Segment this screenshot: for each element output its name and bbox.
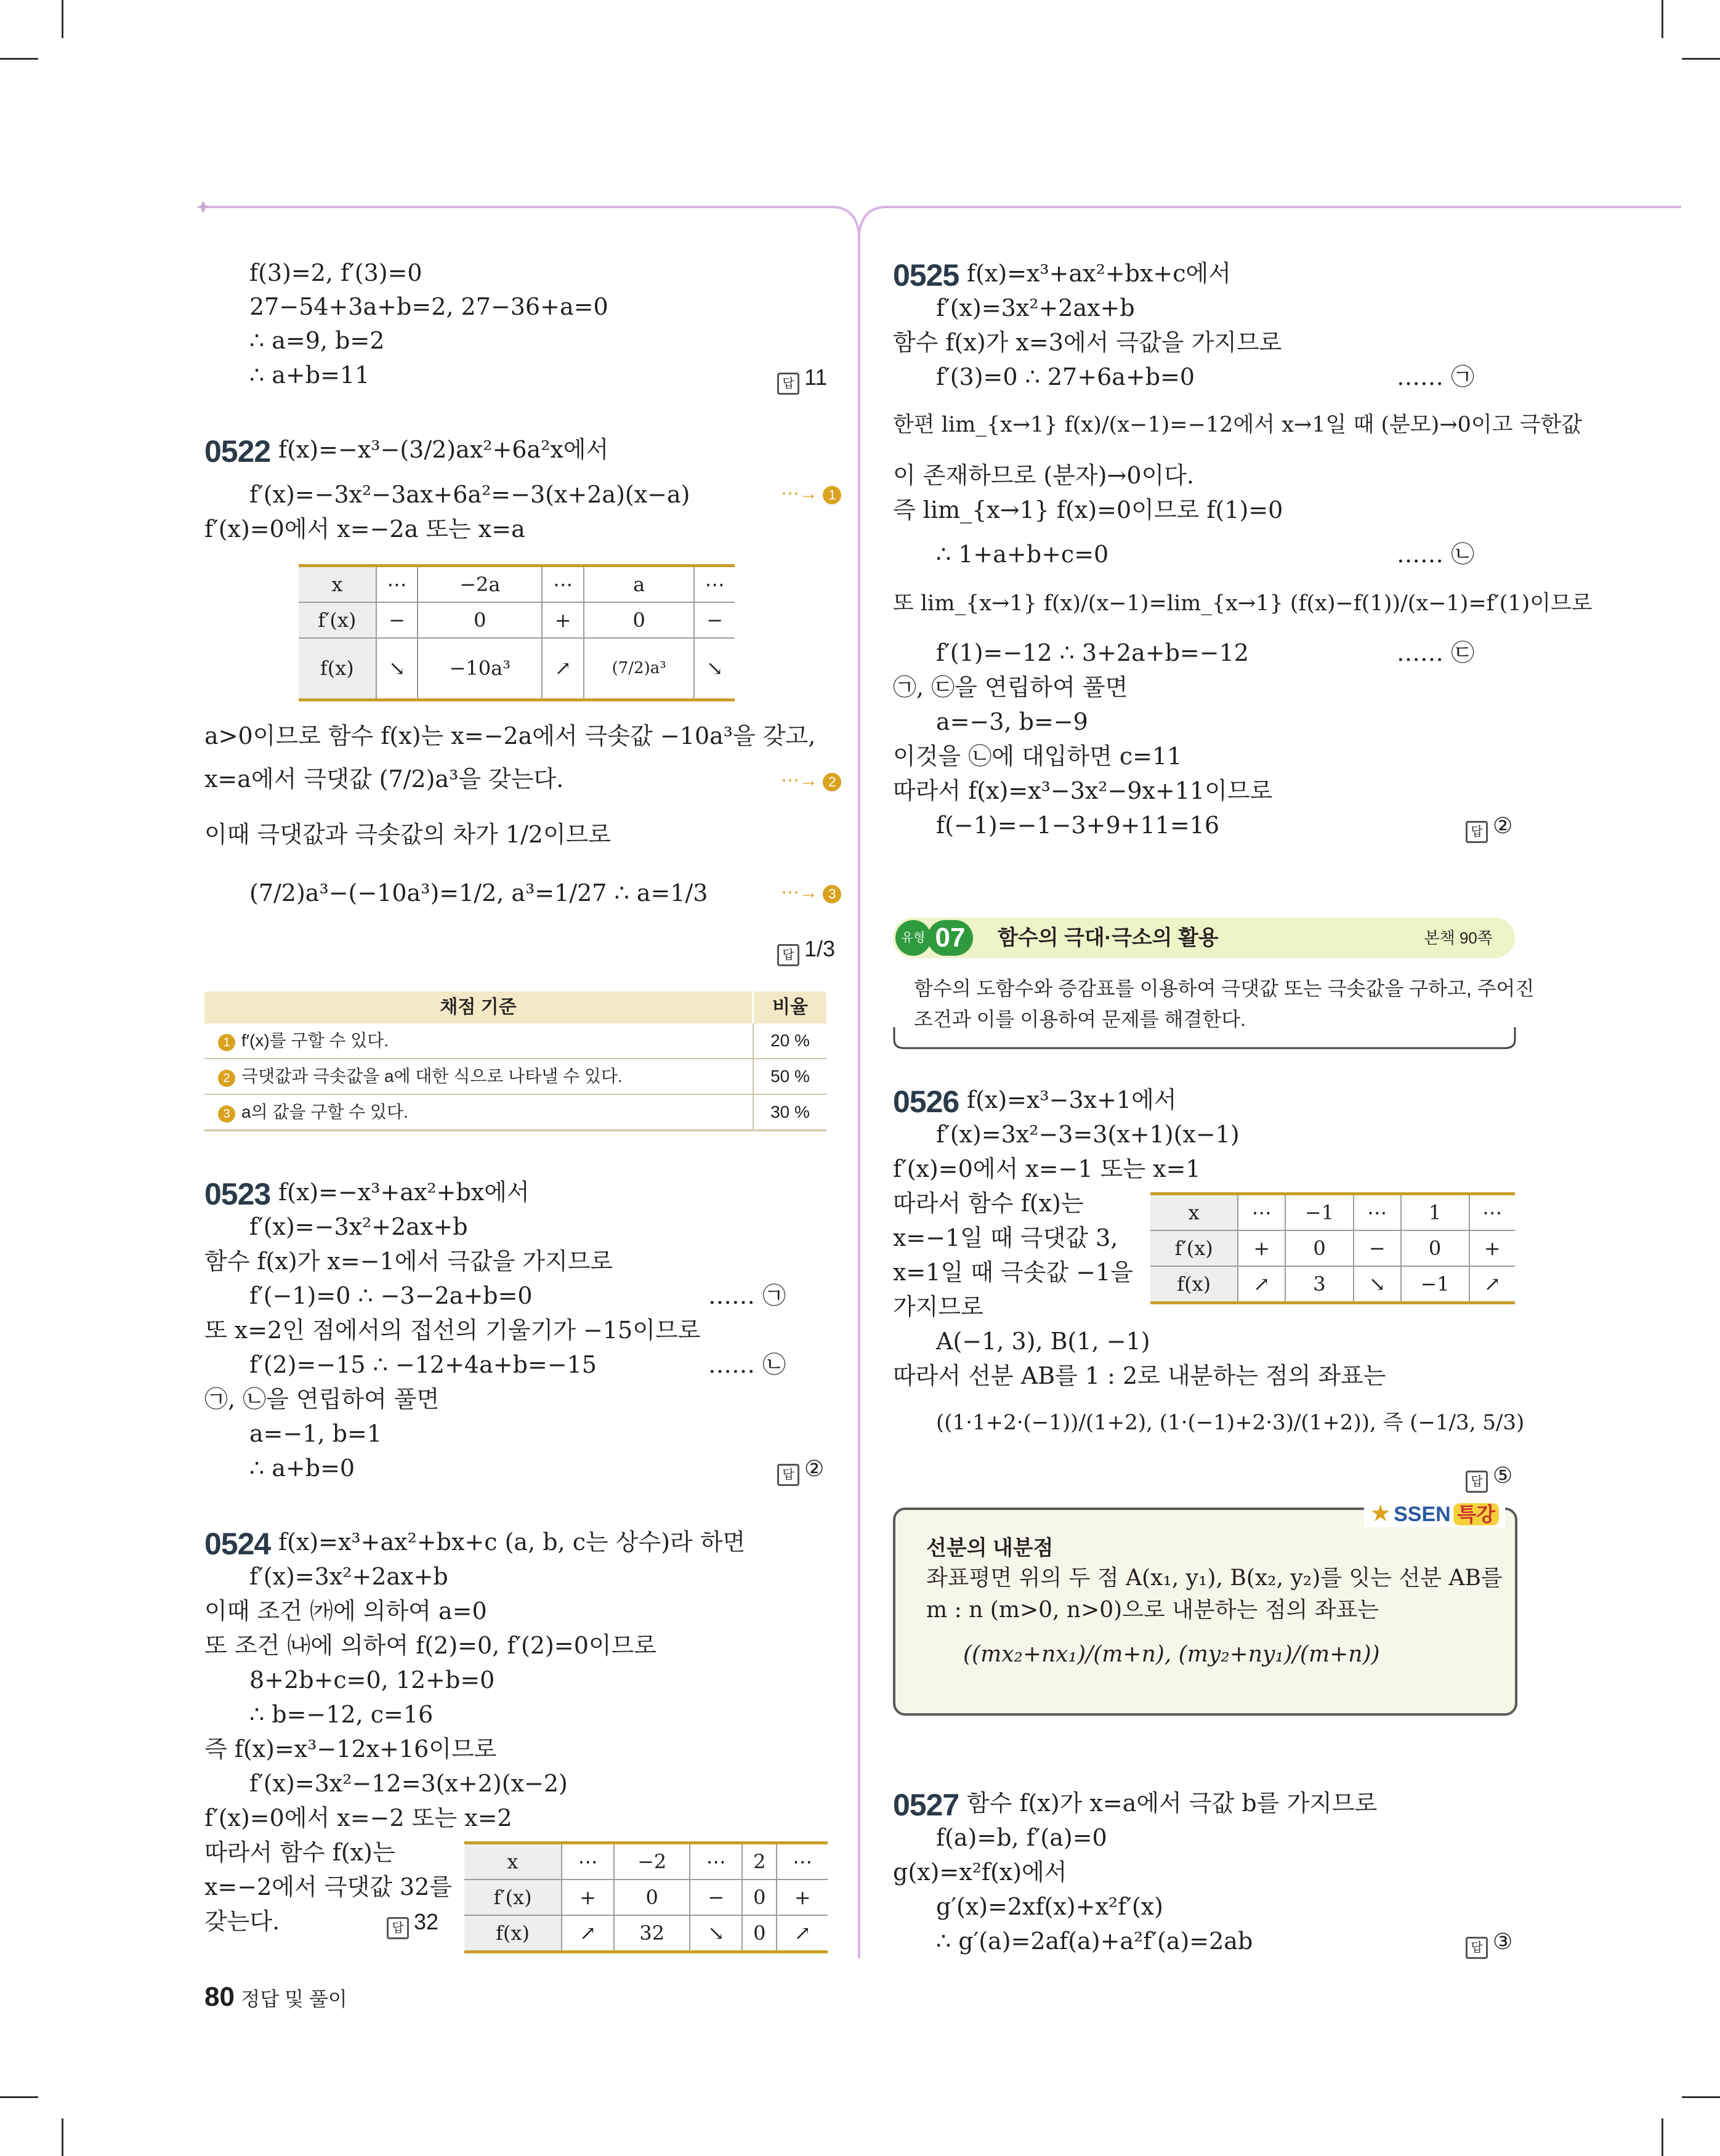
footer-label: 정답 및 풀이 <box>241 1988 347 2010</box>
table-cell: ⋯ <box>376 566 418 603</box>
table-cell: − <box>690 1879 742 1915</box>
crop-mark <box>62 0 63 38</box>
solution-line: f(x)=−x³−(3/2)ax²+6a²x에서 <box>278 436 609 463</box>
answer-value: ⑤ <box>1493 1463 1513 1488</box>
crop-mark <box>1661 0 1663 38</box>
table-cell: 0 <box>584 602 694 638</box>
table-cell: ⋯ <box>1354 1194 1401 1231</box>
scoring-ratio: 20 % <box>753 1023 826 1058</box>
table-cell: ↘ <box>1354 1266 1401 1303</box>
equation-mark: …… ㉢ <box>1397 639 1475 666</box>
scoring-crit: a의 값을 구할 수 있다. <box>241 1102 408 1121</box>
table-cell: − <box>694 602 735 638</box>
ssen-title: 선분의 내분점 <box>926 1536 1054 1560</box>
answer-icon: 답 <box>777 373 799 395</box>
answer-icon: 답 <box>777 1464 799 1486</box>
scoring-header-crit: 채점 기준 <box>440 997 517 1017</box>
solution-line: f(x)=x³−3x+1에서 <box>967 1086 1177 1113</box>
crop-mark <box>1682 58 1720 60</box>
crop-mark <box>0 2096 38 2098</box>
table-cell: ↘ <box>694 638 735 700</box>
answer-icon: 답 <box>1466 1937 1488 1959</box>
solution-line: f′(x)=3x²+2ax+b <box>249 1563 448 1590</box>
table-cell: −2 <box>614 1843 690 1880</box>
equation-mark: …… ㉠ <box>708 1282 786 1309</box>
solution-line: (7/2)a³−(−10a³)=1/2, a³=1/27 ∴ a=1/3 <box>249 879 708 906</box>
problem-number: 0527 <box>893 1788 959 1822</box>
solution-line: a=−3, b=−9 <box>936 708 1088 735</box>
table-cell: + <box>542 602 584 638</box>
solution-line: f′(x)=0에서 x=−1 또는 x=1 <box>893 1155 1201 1182</box>
table-cell: 2 <box>742 1843 777 1880</box>
ssen-tag: 특강 <box>1453 1503 1499 1525</box>
table-cell: x <box>464 1843 562 1880</box>
table-cell: 0 <box>614 1879 690 1915</box>
solution-line: f′(x)=3x²+2ax+b <box>936 294 1135 321</box>
type-bracket <box>893 1022 1516 1053</box>
ssen-logo-text: SSEN <box>1394 1503 1451 1526</box>
solution-line: f′(x)=3x²−12=3(x+2)(x−2) <box>249 1770 568 1797</box>
table-cell: 3 <box>1285 1266 1354 1303</box>
type-badge: 유형 <box>895 920 931 956</box>
solution-line: f(x)=x³+ax²+bx+c (a, b, c는 상수)라 하면 <box>278 1528 746 1556</box>
solution-line: f(x)=x³+ax²+bx+c에서 <box>967 260 1231 287</box>
scoring-header-ratio: 비율 <box>752 991 826 1023</box>
solution-line: 이 존재하므로 (분자)→0이다. <box>893 462 1194 489</box>
answer-icon: 답 <box>777 944 799 966</box>
solution-line: ∴ a+b=0 <box>249 1455 355 1482</box>
table-cell: + <box>1469 1230 1515 1266</box>
answer-mark <box>777 1456 824 1486</box>
equation-mark: …… ㉠ <box>1397 363 1475 390</box>
ssen-special-box <box>893 1501 1517 1716</box>
answer-mark <box>387 1909 438 1939</box>
solution-line: 즉 f(x)=x³−12x+16이므로 <box>204 1735 497 1762</box>
crop-mark <box>1661 2118 1663 2156</box>
solution-line: x=−1일 때 극댓값 3, <box>893 1224 1118 1251</box>
solution-line: ∴ b=−12, c=16 <box>249 1701 434 1728</box>
ssen-text: m : n (m>0, n>0)으로 내분하는 점의 좌표는 <box>926 1597 1379 1623</box>
table-cell: 0 <box>418 602 542 638</box>
problem-number: 0526 <box>893 1084 959 1119</box>
scoring-ratio: 30 % <box>753 1095 826 1129</box>
answer-value: ② <box>1493 813 1513 838</box>
table-cell: f′(x) <box>1150 1230 1238 1266</box>
solution-line: x=1일 때 극솟값 −1을 <box>893 1259 1133 1286</box>
solution-line: f′(x)=−3x²−3ax+6a²=−3(x+2a)(x−a) <box>249 481 690 508</box>
solution-line: f(a)=b, f′(a)=0 <box>936 1824 1107 1851</box>
table-cell: f(x) <box>1150 1266 1238 1303</box>
solution-line: g(x)=x²f(x)에서 <box>893 1859 1067 1886</box>
answer-mark <box>1466 1463 1512 1493</box>
type-description: 조건과 이를 이용하여 문제를 해결한다. <box>914 1008 1246 1030</box>
ssen-logo <box>1364 1499 1505 1527</box>
intro-line: 27−54+3a+b=2, 27−36+a=0 <box>249 293 608 320</box>
table-cell: ⋯ <box>690 1843 742 1880</box>
solution-line: x=−2에서 극댓값 32를 <box>204 1873 453 1900</box>
solution-line: f′(1)=−12 ∴ 3+2a+b=−12 <box>936 639 1249 666</box>
solution-line: x=a에서 극댓값 (7/2)a³을 갖는다. <box>204 765 564 793</box>
solution-line: 따라서 f(x)=x³−3x²−9x+11이므로 <box>893 777 1273 804</box>
star-icon: ★ <box>1370 1501 1391 1527</box>
answer-icon: 답 <box>1466 821 1488 843</box>
solution-line: 8+2b+c=0, 12+b=0 <box>249 1666 495 1694</box>
answer-mark <box>1466 813 1512 843</box>
answer-mark <box>777 365 827 395</box>
table-cell: −2a <box>418 566 542 603</box>
solution-line: ∴ g′(a)=2af(a)+a²f′(a)=2ab <box>936 1928 1253 1955</box>
solution-line: f′(x)=−3x²+2ax+b <box>249 1213 468 1240</box>
table-cell: + <box>562 1879 614 1915</box>
table-cell: 0 <box>1401 1230 1469 1266</box>
problem-number: 0523 <box>204 1177 271 1211</box>
table-cell: ⋯ <box>777 1843 828 1880</box>
table-cell: f′(x) <box>464 1879 562 1915</box>
table-cell: −1 <box>1285 1194 1354 1231</box>
solution-line: g′(x)=2xf(x)+x²f′(x) <box>936 1893 1163 1920</box>
ssen-formula: ((mx₂+nx₁)/(m+n), (my₂+ny₁)/(m+n)) <box>963 1642 1380 1667</box>
table-cell: f(x) <box>299 638 376 700</box>
solution-line: 함수 f(x)가 x=a에서 극값 b를 가지므로 <box>967 1790 1378 1817</box>
table-cell: ↗ <box>542 638 584 700</box>
solution-line: 이때 조건 ㈎에 의하여 a=0 <box>204 1597 487 1625</box>
solution-line: 함수 f(x)가 x=3에서 극값을 가지므로 <box>893 329 1282 356</box>
step-marker: ⋯→ 3 <box>781 882 841 903</box>
table-cell: −10a³ <box>418 638 542 700</box>
sign-table <box>464 1841 828 1953</box>
type-reference: 본책 90쪽 <box>1424 929 1493 947</box>
table-cell: ↗ <box>1238 1266 1285 1303</box>
table-cell: + <box>777 1879 828 1915</box>
solution-line: f′(−1)=0 ∴ −3−2a+b=0 <box>249 1282 533 1309</box>
table-cell: ⋯ <box>694 566 735 603</box>
solution-line: 갖는다. <box>204 1908 280 1935</box>
solution-line: f′(x)=0에서 x=−2a 또는 x=a <box>204 515 525 543</box>
solution-line: 함수 f(x)가 x=−1에서 극값을 가지므로 <box>204 1248 613 1275</box>
table-cell: 1 <box>1401 1194 1469 1231</box>
step-badge: 2 <box>218 1070 235 1087</box>
step-marker: ⋯→ 2 <box>781 770 841 791</box>
answer-value: 32 <box>414 1909 439 1934</box>
page-footer <box>204 1982 347 2013</box>
solution-line: f′(x)=3x²−3=3(x+1)(x−1) <box>936 1121 1240 1148</box>
problem-number: 0525 <box>893 258 959 293</box>
type-number: 07 <box>927 920 973 956</box>
solution-line: 따라서 선분 AB를 1 : 2로 내분하는 점의 좌표는 <box>893 1362 1386 1389</box>
step-badge: 1 <box>218 1034 235 1051</box>
page-number: 80 <box>204 1982 235 2012</box>
table-cell: −1 <box>1401 1266 1469 1303</box>
solution-line: 가지므로 <box>893 1293 983 1320</box>
solution-line: 즉 lim_{x→1} f(x)=0이므로 f(1)=0 <box>893 496 1283 523</box>
table-cell: ↗ <box>777 1915 828 1952</box>
solution-line: 따라서 함수 f(x)는 <box>204 1839 395 1866</box>
scoring-ratio: 50 % <box>753 1059 826 1094</box>
problem-number: 0522 <box>204 434 271 469</box>
answer-icon: 답 <box>387 1917 409 1939</box>
solution-line: 한편 lim_{x→1} f(x)/(x−1)=−12에서 x→1일 때 (분모)→0이고 극한값 <box>893 413 1583 437</box>
table-cell: ↗ <box>1469 1266 1515 1303</box>
table-cell: ↘ <box>376 638 418 700</box>
answer-value: 11 <box>804 365 828 390</box>
solution-line: a=−1, b=1 <box>249 1420 382 1447</box>
table-cell: 32 <box>614 1915 690 1952</box>
solution-line: 또 lim_{x→1} f(x)/(x−1)=lim_{x→1} (f(x)−f(1))/(x−1)=f′(1)이므로 <box>893 591 1593 616</box>
table-cell: f′(x) <box>299 602 376 638</box>
intro-line: f(3)=2, f′(3)=0 <box>249 259 422 286</box>
table-cell: 0 <box>1285 1230 1354 1266</box>
solution-line: f′(x)=0에서 x=−2 또는 x=2 <box>204 1804 512 1831</box>
table-cell: − <box>1354 1230 1401 1266</box>
solution-line: f(x)=−x³+ax²+bx에서 <box>278 1179 530 1206</box>
table-cell: 0 <box>742 1879 777 1915</box>
step-badge: 3 <box>218 1105 235 1123</box>
table-cell: 0 <box>742 1915 777 1952</box>
answer-mark <box>777 936 835 966</box>
table-cell: f(x) <box>464 1915 562 1952</box>
solution-line: 따라서 함수 f(x)는 <box>893 1190 1084 1217</box>
solution-line: f(−1)=−1−3+9+11=16 <box>936 812 1220 839</box>
table-cell: ⋯ <box>542 566 584 603</box>
solution-line: 또 x=2인 점에서의 접선의 기울기가 −15이므로 <box>204 1317 701 1344</box>
equation-mark: …… ㉡ <box>708 1351 786 1378</box>
table-cell: ⋯ <box>562 1843 614 1880</box>
table-cell: + <box>1238 1230 1285 1266</box>
crop-mark <box>62 2118 63 2156</box>
table-cell: a <box>584 566 694 603</box>
answer-mark <box>1466 1929 1512 1959</box>
answer-icon: 답 <box>1466 1471 1488 1493</box>
solution-line: ㉠, ㉡을 연립하여 풀면 <box>204 1386 440 1413</box>
solution-line: 이때 극댓값과 극솟값의 차가 1/2이므로 <box>204 821 612 848</box>
intro-line: ∴ a+b=11 <box>249 361 370 389</box>
solution-line: ∴ 1+a+b+c=0 <box>936 541 1109 568</box>
table-cell: ↘ <box>690 1915 742 1952</box>
answer-value: ③ <box>1493 1929 1513 1954</box>
table-cell: (7/2)a³ <box>584 638 694 700</box>
intro-line: ∴ a=9, b=2 <box>249 327 385 354</box>
table-cell: ↗ <box>562 1915 614 1952</box>
step-marker: ⋯→ 1 <box>781 483 841 504</box>
table-cell: x <box>299 566 376 603</box>
solution-line: a>0이므로 함수 f(x)는 x=−2a에서 극솟값 −10a³을 갖고, <box>204 722 816 749</box>
scoring-crit: f′(x)를 구할 수 있다. <box>241 1031 389 1050</box>
table-cell: ⋯ <box>1469 1194 1515 1231</box>
solution-line: ㉠, ㉢을 연립하여 풀면 <box>893 674 1128 701</box>
crop-mark <box>1682 2096 1720 2098</box>
table-cell: ⋯ <box>1238 1194 1285 1231</box>
type-description: 함수의 도함수와 증감표를 이용하여 극댓값 또는 극솟값을 구하고, 주어진 <box>914 977 1535 999</box>
scoring-table <box>204 991 826 1131</box>
table-cell: − <box>376 602 418 638</box>
solution-line: ((1·1+2·(−1))/(1+2), (1·(−1)+2·3)/(1+2)), 즉 (−1/3, 5/3) <box>936 1410 1525 1435</box>
solution-line: f′(2)=−15 ∴ −12+4a+b=−15 <box>249 1351 597 1378</box>
ssen-text: 좌표평면 위의 두 점 A(x₁, y₁), B(x₂, y₂)를 잇는 선분 AB를 <box>926 1565 1503 1591</box>
problem-number: 0524 <box>204 1527 271 1561</box>
sign-table <box>299 564 735 701</box>
solution-line: 이것을 ㉡에 대입하면 c=11 <box>893 743 1182 770</box>
type-title: 함수의 극대·극소의 활용 <box>998 926 1219 950</box>
answer-value: 1/3 <box>804 936 836 961</box>
scoring-crit: 극댓값과 극솟값을 a에 대한 식으로 나타낼 수 있다. <box>241 1067 623 1086</box>
table-cell: x <box>1150 1194 1238 1231</box>
solution-line: f′(3)=0 ∴ 27+6a+b=0 <box>936 363 1195 390</box>
solution-line: 또 조건 ㈏에 의하여 f(2)=0, f′(2)=0이므로 <box>204 1632 656 1659</box>
solution-line: A(−1, 3), B(1, −1) <box>936 1328 1150 1355</box>
crop-mark <box>0 58 38 60</box>
sign-table <box>1150 1192 1515 1304</box>
type-banner <box>893 918 1515 958</box>
equation-mark: …… ㉡ <box>1397 541 1475 568</box>
answer-value: ② <box>804 1456 825 1481</box>
